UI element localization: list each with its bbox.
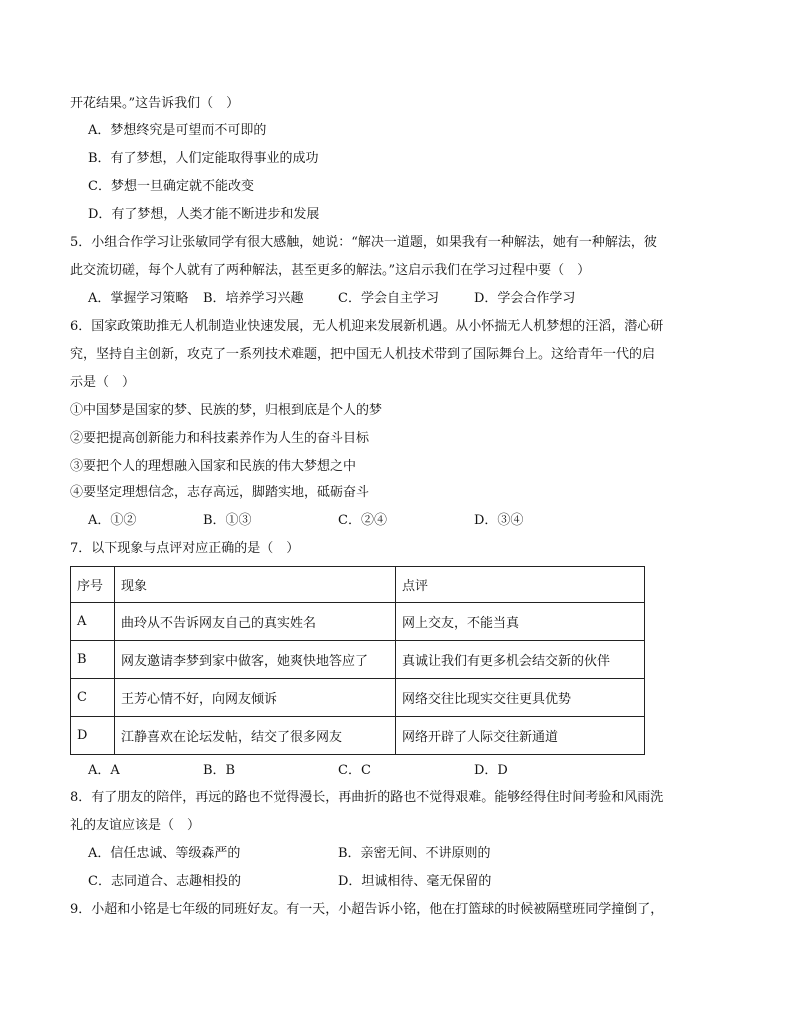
table-cell: 网络交往比现实交往更具优势: [396, 679, 645, 717]
q6-option-c: C．②④: [338, 513, 387, 528]
q8-stem-line1: 8．有了朋友的陪伴，再远的路也不觉得漫长，再曲折的路也不觉得艰难。能够经得住时间考验和风雨洗: [70, 790, 664, 805]
table-cell: 网络开辟了人际交往新通道: [396, 717, 645, 755]
q6-option-d: D．③④: [474, 513, 524, 528]
table-cell: 真诚让我们有更多机会结交新的伙伴: [396, 641, 645, 679]
q5-option-a: A．掌握学习策略: [88, 291, 189, 306]
q7-stem: 7．以下现象与点评对应正确的是（ ）: [70, 541, 300, 556]
table-header-row: [71, 567, 645, 603]
q6-stem-line1: 6．国家政策助推无人机制造业快速发展，无人机迎来发展新机遇。从小怀揣无人机梦想的汪滔，潜心研: [70, 319, 664, 334]
table-header-cell: 序号: [71, 567, 115, 603]
q7-option-a: A．A: [88, 763, 120, 778]
table-row: [71, 679, 645, 717]
q6-statement-3: ③要把个人的理想融入国家和民族的伟大梦想之中: [70, 459, 357, 474]
q7-table: [70, 566, 645, 755]
table-row: [71, 603, 645, 641]
table-cell: D: [71, 717, 115, 755]
q4-option-b: B．有了梦想，人们定能取得事业的成功: [88, 151, 319, 166]
q6-statement-1: ①中国梦是国家的梦、民族的梦，归根到底是个人的梦: [70, 403, 383, 418]
table-cell: 曲玲从不告诉网友自己的真实姓名: [115, 603, 396, 641]
q5-option-c: C．学会自主学习: [338, 291, 439, 306]
table-header-cell: 现象: [115, 567, 396, 603]
table-cell: 网上交友，不能当真: [396, 603, 645, 641]
q7-option-b: B．B: [203, 763, 236, 778]
table-cell: A: [71, 603, 115, 641]
table-row: [71, 717, 645, 755]
table-header-cell: 点评: [396, 567, 645, 603]
table-cell: 江静喜欢在论坛发帖，结交了很多网友: [115, 717, 396, 755]
q8-option-d: D．坦诚相待、毫无保留的: [338, 874, 492, 889]
q8-stem-line2: 礼的友谊应该是（ ）: [70, 818, 201, 833]
q6-option-b: B．①③: [203, 513, 252, 528]
q5-stem-line1: 5．小组合作学习让张敏同学有很大感触，她说：“解决一道题，如果我有一种解法，她有一种解法，彼: [70, 235, 657, 250]
q4-option-c: C．梦想一旦确定就不能改变: [88, 179, 254, 194]
q7-option-c: C．C: [338, 763, 371, 778]
q5-option-d: D．学会合作学习: [474, 291, 576, 306]
q8-option-a: A．信任忠诚、等级森严的: [88, 846, 241, 861]
table-row: [71, 641, 645, 679]
table-cell: C: [71, 679, 115, 717]
table-cell: B: [71, 641, 115, 679]
q6-stem-line3: 示是（ ）: [70, 375, 136, 390]
q9-stem-line1: 9．小超和小铭是七年级的同班好友。有一天，小超告诉小铭，他在打篮球的时候被隔壁班同学撞倒了，: [70, 902, 664, 917]
q6-stem-line2: 究，坚持自主创新，攻克了一系列技术难题，把中国无人机技术带到了国际舞台上。这给青年一代的启: [70, 347, 656, 362]
q4-stem-tail: 开花结果。”这告诉我们（ ）: [70, 96, 240, 111]
table-cell: 王芳心情不好，向网友倾诉: [115, 679, 396, 717]
q6-statement-2: ②要把提高创新能力和科技素养作为人生的奋斗目标: [70, 431, 370, 446]
q5-stem-line2: 此交流切磋，每个人就有了两种解法，甚至更多的解法。”这启示我们在学习过程中要（ ）: [70, 263, 591, 278]
q6-option-a: A．①②: [88, 513, 137, 528]
table-cell: 网友邀请李梦到家中做客，她爽快地答应了: [115, 641, 396, 679]
q8-option-b: B．亲密无间、不讲原则的: [338, 846, 491, 861]
q5-option-b: B．培养学习兴趣: [203, 291, 304, 306]
q4-option-d: D．有了梦想，人类才能不断进步和发展: [88, 207, 320, 222]
q6-statement-4: ④要坚定理想信念，志存高远，脚踏实地，砥砺奋斗: [70, 485, 370, 500]
q4-option-a: A．梦想终究是可望而不可即的: [88, 123, 267, 138]
q8-option-c: C．志同道合、志趣相投的: [88, 874, 241, 889]
q7-option-d: D．D: [474, 763, 508, 778]
